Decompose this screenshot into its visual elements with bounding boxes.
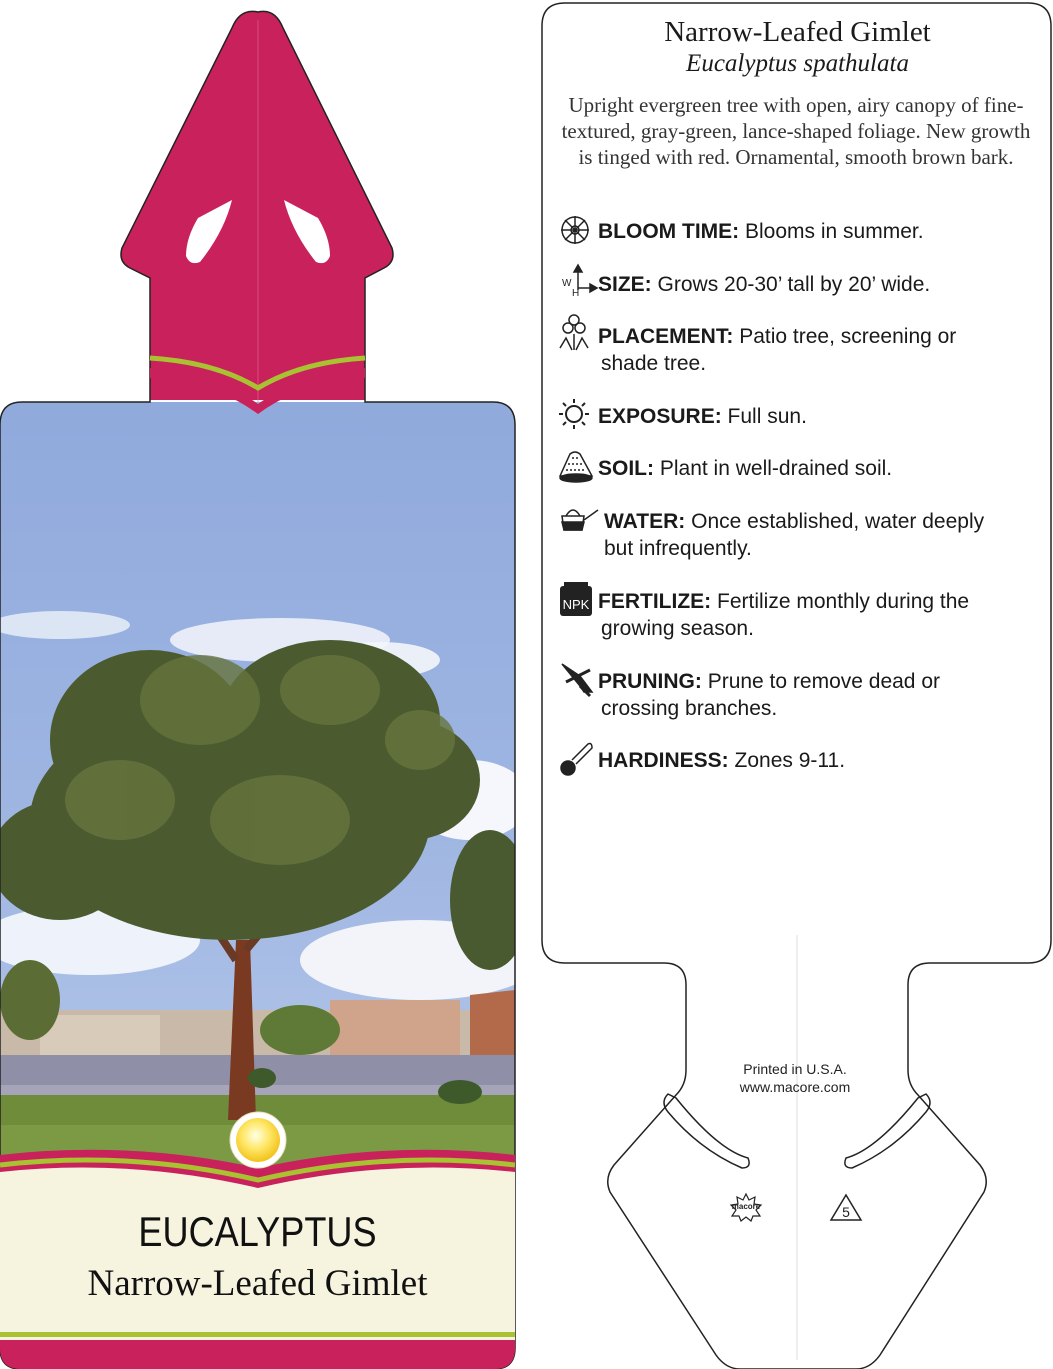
recycle-icon: 5 <box>828 1192 864 1224</box>
pruning-row: PRUNING: Prune to remove dead or crossing branches. <box>598 670 940 720</box>
water-row: WATER: Once established, water deeply but infrequently. <box>604 510 985 560</box>
print-info <box>690 1060 900 1096</box>
website: www.macore.com <box>739 1079 851 1095</box>
front-label-panel <box>0 1150 515 1369</box>
hardiness-row: HARDINESS: Zones 9-11. <box>598 749 846 772</box>
fertilize-row: FERTILIZE: Fertilize monthly during the growing season. <box>598 590 970 640</box>
size-icon-w: W <box>562 278 572 289</box>
printed-in: Printed in U.S.A. <box>743 1061 847 1077</box>
plant-variety-name: Narrow-Leafed Gimlet <box>87 1263 428 1304</box>
size-row: SIZE: Grows 20-30’ tall by 20’ wide. <box>598 273 931 296</box>
plant-description: Upright evergreen tree with open, airy canopy of fine-textured, gray-green, lance-shaped foliage. New growth is tinged with red. Ornamental, smooth brown bark. <box>561 93 1031 169</box>
npk-icon <box>560 582 592 616</box>
bloom-time-row: BLOOM TIME: Blooms in summer. <box>598 220 924 243</box>
macore-logo: macore <box>726 1192 766 1222</box>
plant-name-heading: Narrow-Leafed Gimlet <box>664 16 931 48</box>
size-icon-h: H <box>572 288 580 299</box>
flower-icon <box>561 216 589 244</box>
svg-text:NPK: NPK <box>562 597 590 612</box>
placement-row: PLACEMENT: Patio tree, screening or shade tree. <box>598 325 957 375</box>
exposure-row: EXPOSURE: Full sun. <box>598 405 807 428</box>
plant-common-name: EUCALYPTUS <box>138 1208 377 1255</box>
botanical-name: Eucalyptus spathulata <box>686 50 909 77</box>
soil-row: SOIL: Plant in well-drained soil. <box>598 457 893 480</box>
